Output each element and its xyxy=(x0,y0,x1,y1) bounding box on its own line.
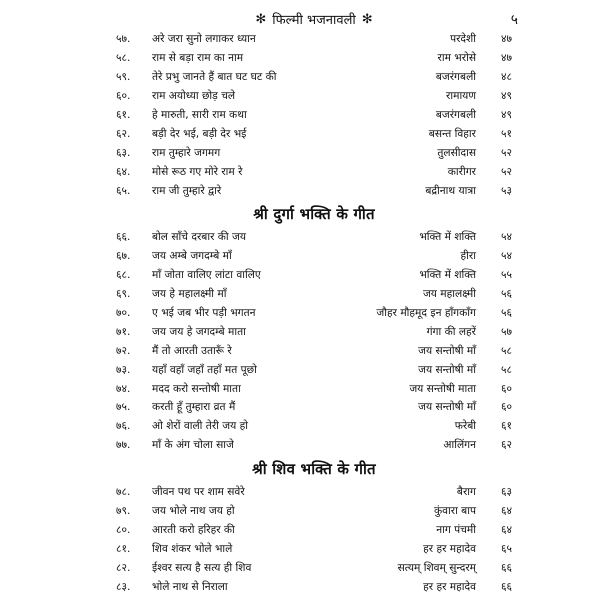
film-name: जय सन्तोषी माँ xyxy=(418,363,476,376)
list-item xyxy=(116,322,512,341)
film-name: जय सन्तोषी माता xyxy=(409,382,476,395)
film-name: बसन्त विहार xyxy=(428,127,476,140)
page-ref: ५२ xyxy=(500,146,512,159)
song-title: जय हे महालक्ष्मी माँ xyxy=(152,288,227,301)
section-shiva-songs xyxy=(116,457,512,596)
star-right-icon: ✻ xyxy=(361,11,373,27)
list-item xyxy=(116,228,512,247)
list-item xyxy=(116,285,512,304)
star-left-icon: ✻ xyxy=(255,11,267,27)
song-number: ७१. xyxy=(116,325,131,338)
song-title: जीवन पथ पर शाम सवेरे xyxy=(152,486,245,499)
film-name: कारीगर xyxy=(447,165,476,178)
list-item xyxy=(116,360,512,379)
film-name: हर हर महादेव xyxy=(423,580,476,593)
song-title: राम तुम्हारे जगमग xyxy=(152,146,221,159)
song-number: ७६. xyxy=(116,420,131,433)
song-number: ८०. xyxy=(116,523,131,536)
page-ref: ५४ xyxy=(500,231,512,244)
section-rama-songs xyxy=(116,30,512,200)
film-name: जौहर मौहमूद इन हॉंगकॉंग xyxy=(376,307,476,320)
song-title: शिव शंकर भोले भाले xyxy=(152,542,233,555)
film-name: हर हर महादेव xyxy=(423,542,476,555)
song-title: भोले नाथ से निराला xyxy=(152,580,228,593)
page-ref: ६६ xyxy=(500,561,512,574)
song-number: ८१. xyxy=(116,542,131,555)
list-item xyxy=(116,106,512,125)
song-number: ६९. xyxy=(116,288,131,301)
list-item xyxy=(116,417,512,436)
page-ref: ४९ xyxy=(500,90,512,103)
song-title: जय जय हे जगदम्बे माता xyxy=(152,325,246,338)
film-name: बैराग xyxy=(456,486,476,499)
song-number: ६५. xyxy=(116,184,131,197)
film-name: राम भरोसे xyxy=(437,52,476,65)
list-item xyxy=(116,502,512,521)
page-ref: ५८ xyxy=(500,363,512,376)
list-item xyxy=(116,247,512,266)
film-name: कुंवारा बाप xyxy=(433,505,476,518)
section-durga-songs xyxy=(116,202,512,455)
page-ref: ४७ xyxy=(500,33,512,46)
page-ref: ५१ xyxy=(500,127,512,140)
song-title: ए भई जब भीर पड़ी भगतन xyxy=(152,307,256,320)
page-ref: ५६ xyxy=(500,288,512,301)
film-name: फरेबी xyxy=(454,420,476,433)
song-title: राम अयोध्या छोड़ चले xyxy=(152,90,236,103)
list-item xyxy=(116,124,512,143)
song-number: ५८. xyxy=(116,52,131,65)
song-number: ७४. xyxy=(116,382,131,395)
list-item xyxy=(116,577,512,596)
film-name: परदेशी xyxy=(450,33,476,46)
song-number: ६३. xyxy=(116,146,131,159)
song-number: ७०. xyxy=(116,307,131,320)
film-name: नाग पंचमी xyxy=(436,523,476,536)
page-ref: ५७ xyxy=(500,325,512,338)
running-header xyxy=(116,8,518,30)
page-ref: ६३ xyxy=(500,486,512,499)
list-item xyxy=(116,341,512,360)
film-name: तुलसीदास xyxy=(437,146,476,159)
song-title: अरे जरा सुनो लगाकर ध्यान xyxy=(152,33,256,46)
song-title: आरती करो हरिहर की xyxy=(152,523,235,536)
list-item xyxy=(116,483,512,502)
page-ref: ६४ xyxy=(500,505,512,518)
section-heading: श्री शिव भक्ति के गीत xyxy=(252,459,376,478)
list-item xyxy=(116,162,512,181)
page-ref: ६० xyxy=(500,382,512,395)
song-number: ७२. xyxy=(116,344,131,357)
song-title: बोल साँचे दरबार की जय xyxy=(152,231,247,244)
page-ref: ६१ xyxy=(500,420,512,433)
list-item xyxy=(116,266,512,285)
song-title: मैं तो आरती उतारूँ रे xyxy=(152,344,232,357)
song-number: ६१. xyxy=(116,109,131,121)
film-name: जय सन्तोषी माँ xyxy=(418,401,476,414)
list-item xyxy=(116,30,512,49)
song-title: बड़ी देर भई, बड़ी देर भई xyxy=(152,127,247,140)
list-item xyxy=(116,181,512,200)
song-title: मोसे रूठ गए मोरे राम रे xyxy=(152,165,243,178)
list-item xyxy=(116,539,512,558)
list-item xyxy=(116,379,512,398)
list-item xyxy=(116,68,512,87)
film-name: भक्ति में शक्ति xyxy=(419,231,476,244)
film-name: बजरंगबली xyxy=(435,71,476,84)
song-title: ईश्वर सत्य है सत्य ही शिव xyxy=(152,561,252,574)
film-name: बजरंगबली xyxy=(435,109,476,121)
page-ref: ५४ xyxy=(500,250,512,263)
page-ref: ६० xyxy=(500,401,512,414)
section-heading: श्री दुर्गा भक्ति के गीत xyxy=(253,205,375,224)
list-item xyxy=(116,49,512,68)
page-ref: ४९ xyxy=(500,109,512,121)
list-item xyxy=(116,558,512,577)
song-number: ७५. xyxy=(116,401,131,414)
list-item xyxy=(116,143,512,162)
list-item xyxy=(116,520,512,539)
song-number: ६८. xyxy=(116,269,131,282)
song-number: ५७. xyxy=(116,33,131,46)
page-ref: ६२ xyxy=(500,439,512,452)
song-number: ८३. xyxy=(116,580,131,593)
song-title: यहाँ वहाँ जहाँ तहाँ मत पूछो xyxy=(152,363,257,376)
film-name: भक्ति में शक्ति xyxy=(419,269,476,282)
song-number: ७३. xyxy=(116,363,131,376)
book-title: फिल्मी भजनावली xyxy=(272,13,356,28)
song-title: माँ जोता वालिए लांटा वालिए xyxy=(152,269,261,282)
page-ref: ४७ xyxy=(500,52,512,65)
film-name: गंगा की लहरें xyxy=(426,325,476,338)
page-ref: ५६ xyxy=(500,307,512,320)
film-name: रामायण xyxy=(446,90,476,103)
film-name: हीरा xyxy=(460,250,476,263)
song-title: मदद करो सन्तोषी माता xyxy=(152,382,241,395)
song-number: ६२. xyxy=(116,127,131,140)
song-title: जय भोले नाथ जय हो xyxy=(152,505,235,518)
list-item xyxy=(116,398,512,417)
page-number: ५ xyxy=(510,12,518,28)
page-ref: ६५ xyxy=(500,542,512,555)
song-number: ६०. xyxy=(116,90,131,103)
page-ref: ५३ xyxy=(500,184,512,197)
page-ref: ५५ xyxy=(500,269,512,282)
song-title: राम से बड़ा राम का नाम xyxy=(152,52,244,65)
song-number: ६४. xyxy=(116,165,131,178)
film-name: आलिंगन xyxy=(443,439,476,452)
song-title: जय अम्बे जगदम्बे माँ xyxy=(152,250,232,263)
song-number: ७८. xyxy=(116,486,131,499)
page-ref: ६६ xyxy=(500,580,512,593)
song-title: माँ के अंग चोला साजे xyxy=(152,439,234,452)
list-item xyxy=(116,87,512,106)
list-item xyxy=(116,436,512,455)
song-number: ८२. xyxy=(116,561,131,574)
film-name: जय महालक्ष्मी xyxy=(422,288,476,301)
page-ref: ५२ xyxy=(500,165,512,178)
film-name: बद्रीनाथ यात्रा xyxy=(425,184,476,197)
page-ref: ५८ xyxy=(500,344,512,357)
song-number: ६६. xyxy=(116,231,131,244)
song-title: तेरे प्रभु जानते हैं बात घट घट की xyxy=(152,71,277,84)
song-number: ६७. xyxy=(116,250,131,263)
list-item xyxy=(116,304,512,323)
song-title: करती हूँ तुम्हारा व्रत मैं xyxy=(152,401,236,414)
song-title: राम जी तुम्हारे द्वारे xyxy=(152,184,222,197)
film-name: सत्यम् शिवम् सुन्दरम् xyxy=(397,561,476,574)
song-number: ५९. xyxy=(116,71,131,84)
page-ref: ४८ xyxy=(500,71,512,84)
song-number: ७७. xyxy=(116,439,131,452)
page-ref: ६४ xyxy=(500,523,512,536)
song-number: ७९. xyxy=(116,505,131,518)
song-title: ओ शेरों वाली तेरी जय हो xyxy=(152,420,249,433)
song-title: हे मारुती, सारी राम कथा xyxy=(152,109,247,121)
film-name: जय सन्तोषी माँ xyxy=(418,344,476,357)
